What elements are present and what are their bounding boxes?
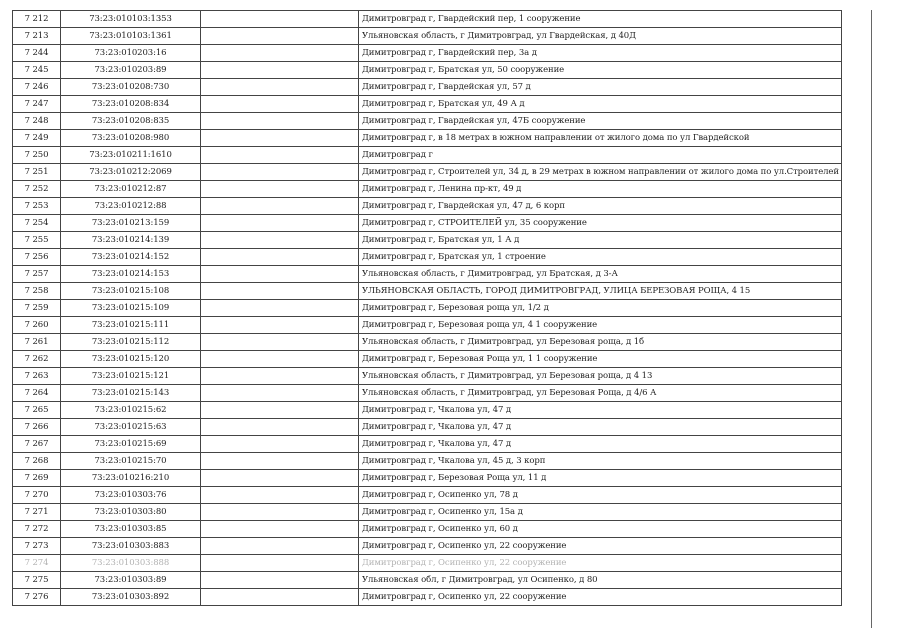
table-row <box>13 232 842 249</box>
row-number-cell: 7 257 <box>13 266 61 283</box>
row-number-cell: 7 258 <box>13 283 61 300</box>
empty-cell <box>201 113 359 130</box>
row-number-cell: 7 272 <box>13 521 61 538</box>
empty-cell <box>201 79 359 96</box>
address-cell: Димитровград г <box>359 147 842 164</box>
address-cell: Димитровград г, Березовая роща ул, 4 1 сооружение <box>359 317 842 334</box>
table-row <box>13 215 842 232</box>
empty-cell <box>201 198 359 215</box>
empty-cell <box>201 45 359 62</box>
row-number-cell: 7 252 <box>13 181 61 198</box>
row-number-cell: 7 250 <box>13 147 61 164</box>
row-number-cell: 7 268 <box>13 453 61 470</box>
empty-cell <box>201 334 359 351</box>
row-number-cell: 7 270 <box>13 487 61 504</box>
address-cell: Димитровград г, в 18 метрах в южном направлении от жилого дома по ул Гвардейской <box>359 130 842 147</box>
table-row <box>13 504 842 521</box>
table-row <box>13 62 842 79</box>
address-cell: Димитровград г, Гвардейская ул, 57 д <box>359 79 842 96</box>
address-cell: Ульяновская область, г Димитровград, ул Березовая роща, д 1б <box>359 334 842 351</box>
address-cell: Димитровград г, Осипенко ул, 22 сооружение <box>359 589 842 606</box>
row-number-cell: 7 271 <box>13 504 61 521</box>
empty-cell <box>201 351 359 368</box>
table-row <box>13 402 842 419</box>
cadastral-number-cell: 73:23:010211:1610 <box>61 147 201 164</box>
cadastral-number-cell: 73:23:010203:89 <box>61 62 201 79</box>
row-number-cell: 7 266 <box>13 419 61 436</box>
empty-cell <box>201 249 359 266</box>
table-row <box>13 181 842 198</box>
row-number-cell: 7 249 <box>13 130 61 147</box>
cadastral-number-cell: 73:23:010303:76 <box>61 487 201 504</box>
empty-cell <box>201 147 359 164</box>
table-row <box>13 198 842 215</box>
cadastral-number-cell: 73:23:010215:62 <box>61 402 201 419</box>
cadastral-number-cell: 73:23:010215:143 <box>61 385 201 402</box>
address-cell: Димитровград г, Братская ул, 1 строение <box>359 249 842 266</box>
cadastral-number-cell: 73:23:010303:883 <box>61 538 201 555</box>
empty-cell <box>201 470 359 487</box>
row-number-cell: 7 253 <box>13 198 61 215</box>
address-cell: УЛЬЯНОВСКАЯ ОБЛАСТЬ, ГОРОД ДИМИТРОВГРАД, УЛИЦА БЕРЕЗОВАЯ РОЩА, 4 15 <box>359 283 842 300</box>
cadastral-number-cell: 73:23:010214:139 <box>61 232 201 249</box>
row-number-cell: 7 259 <box>13 300 61 317</box>
cadastral-number-cell: 73:23:010215:108 <box>61 283 201 300</box>
row-number-cell: 7 260 <box>13 317 61 334</box>
row-number-cell: 7 269 <box>13 470 61 487</box>
empty-cell <box>201 317 359 334</box>
cadastral-number-cell: 73:23:010214:152 <box>61 249 201 266</box>
cadastral-number-cell: 73:23:010215:70 <box>61 453 201 470</box>
address-cell: Димитровград г, Братская ул, 49 А д <box>359 96 842 113</box>
empty-cell <box>201 28 359 45</box>
cadastral-number-cell: 73:23:010213:159 <box>61 215 201 232</box>
row-number-cell: 7 244 <box>13 45 61 62</box>
table-row <box>13 300 842 317</box>
address-cell: Димитровград г, Березовая Роща ул, 11 д <box>359 470 842 487</box>
table-row <box>13 487 842 504</box>
address-cell: Ульяновская обл, г Димитровград, ул Осипенко, д 80 <box>359 572 842 589</box>
empty-cell <box>201 538 359 555</box>
row-number-cell: 7 273 <box>13 538 61 555</box>
table-row <box>13 113 842 130</box>
address-cell: Димитровград г, Осипенко ул, 22 сооружение <box>359 538 842 555</box>
empty-cell <box>201 487 359 504</box>
row-number-cell: 7 213 <box>13 28 61 45</box>
row-number-cell: 7 256 <box>13 249 61 266</box>
table-row <box>13 470 842 487</box>
empty-cell <box>201 215 359 232</box>
table-row <box>13 555 842 572</box>
address-cell: Димитровград г, Осипенко ул, 60 д <box>359 521 842 538</box>
empty-cell <box>201 283 359 300</box>
cadastral-number-cell: 73:23:010212:87 <box>61 181 201 198</box>
table-row <box>13 283 842 300</box>
empty-cell <box>201 521 359 538</box>
address-cell: Димитровград г, Гвардейский пер, 3а д <box>359 45 842 62</box>
empty-cell <box>201 419 359 436</box>
cadastral-number-cell: 73:23:010303:892 <box>61 589 201 606</box>
table-row <box>13 147 842 164</box>
cadastral-number-cell: 73:23:010214:153 <box>61 266 201 283</box>
address-cell: Ульяновская область, г Димитровград, ул Березовая роща, д 4 13 <box>359 368 842 385</box>
cadastral-number-cell: 73:23:010103:1353 <box>61 11 201 28</box>
empty-cell <box>201 572 359 589</box>
cadastral-number-cell: 73:23:010212:2069 <box>61 164 201 181</box>
table-row <box>13 385 842 402</box>
empty-cell <box>201 385 359 402</box>
empty-cell <box>201 402 359 419</box>
table-row <box>13 266 842 283</box>
table-row <box>13 249 842 266</box>
cadastral-number-cell: 73:23:010208:730 <box>61 79 201 96</box>
table-row <box>13 368 842 385</box>
empty-cell <box>201 232 359 249</box>
empty-cell <box>201 453 359 470</box>
row-number-cell: 7 254 <box>13 215 61 232</box>
table-row <box>13 572 842 589</box>
cadastral-number-cell: 73:23:010215:111 <box>61 317 201 334</box>
row-number-cell: 7 255 <box>13 232 61 249</box>
empty-cell <box>201 181 359 198</box>
cadastral-number-cell: 73:23:010215:109 <box>61 300 201 317</box>
empty-cell <box>201 96 359 113</box>
address-cell: Димитровград г, Чкалова ул, 47 д <box>359 436 842 453</box>
empty-cell <box>201 300 359 317</box>
table-row <box>13 453 842 470</box>
row-number-cell: 7 212 <box>13 11 61 28</box>
page-right-border <box>871 10 872 628</box>
address-cell: Димитровград г, Березовая роща ул, 1/2 д <box>359 300 842 317</box>
address-cell: Димитровград г, Осипенко ул, 78 д <box>359 487 842 504</box>
row-number-cell: 7 263 <box>13 368 61 385</box>
address-cell: Димитровград г, Березовая Роща ул, 1 1 сооружение <box>359 351 842 368</box>
table-row <box>13 164 842 181</box>
table-row <box>13 11 842 28</box>
empty-cell <box>201 130 359 147</box>
address-cell: Димитровград г, Братская ул, 1 А д <box>359 232 842 249</box>
address-cell: Димитровград г, Осипенко ул, 22 сооружение <box>359 555 842 572</box>
address-cell: Димитровград г, Ленина пр-кт, 49 д <box>359 181 842 198</box>
cadastral-number-cell: 73:23:010212:88 <box>61 198 201 215</box>
row-number-cell: 7 248 <box>13 113 61 130</box>
address-cell: Ульяновская область, г Димитровград, ул Гвардейская, д 40Д <box>359 28 842 45</box>
cadastral-number-cell: 73:23:010215:112 <box>61 334 201 351</box>
address-cell: Димитровград г, Чкалова ул, 47 д <box>359 402 842 419</box>
empty-cell <box>201 589 359 606</box>
address-cell: Димитровград г, Строителей ул, 34 д, в 29 метрах в южном направлении от жилого дома по ул.Строителей <box>359 164 842 181</box>
empty-cell <box>201 555 359 572</box>
cadastral-number-cell: 73:23:010208:980 <box>61 130 201 147</box>
address-cell: Димитровград г, Гвардейская ул, 47Б сооружение <box>359 113 842 130</box>
empty-cell <box>201 436 359 453</box>
cadastral-number-cell: 73:23:010303:89 <box>61 572 201 589</box>
cadastral-number-cell: 73:23:010103:1361 <box>61 28 201 45</box>
address-cell: Ульяновская область, г Димитровград, ул Березовая Роща, д 4/6 А <box>359 385 842 402</box>
address-cell: Димитровград г, Чкалова ул, 45 д, 3 корп <box>359 453 842 470</box>
cadastral-number-cell: 73:23:010303:80 <box>61 504 201 521</box>
row-number-cell: 7 262 <box>13 351 61 368</box>
row-number-cell: 7 265 <box>13 402 61 419</box>
cadastral-number-cell: 73:23:010215:63 <box>61 419 201 436</box>
address-cell: Димитровград г, Гвардейский пер, 1 сооружение <box>359 11 842 28</box>
table-row <box>13 79 842 96</box>
cadastral-number-cell: 73:23:010215:120 <box>61 351 201 368</box>
cadastral-number-cell: 73:23:010303:888 <box>61 555 201 572</box>
empty-cell <box>201 62 359 79</box>
table-row <box>13 538 842 555</box>
row-number-cell: 7 247 <box>13 96 61 113</box>
row-number-cell: 7 246 <box>13 79 61 96</box>
address-cell: Димитровград г, Чкалова ул, 47 д <box>359 419 842 436</box>
row-number-cell: 7 267 <box>13 436 61 453</box>
table-row <box>13 419 842 436</box>
cadastral-number-cell: 73:23:010303:85 <box>61 521 201 538</box>
row-number-cell: 7 251 <box>13 164 61 181</box>
table-row <box>13 130 842 147</box>
row-number-cell: 7 245 <box>13 62 61 79</box>
row-number-cell: 7 276 <box>13 589 61 606</box>
cadastral-number-cell: 73:23:010216:210 <box>61 470 201 487</box>
address-cell: Димитровград г, Гвардейская ул, 47 д, 6 корп <box>359 198 842 215</box>
row-number-cell: 7 274 <box>13 555 61 572</box>
table-row <box>13 45 842 62</box>
row-number-cell: 7 264 <box>13 385 61 402</box>
cadastral-number-cell: 73:23:010215:69 <box>61 436 201 453</box>
empty-cell <box>201 368 359 385</box>
table-row <box>13 317 842 334</box>
table-row <box>13 96 842 113</box>
table-row <box>13 28 842 45</box>
table-row <box>13 589 842 606</box>
table-row <box>13 351 842 368</box>
empty-cell <box>201 164 359 181</box>
cadastral-number-cell: 73:23:010208:835 <box>61 113 201 130</box>
cadastral-number-cell: 73:23:010215:121 <box>61 368 201 385</box>
empty-cell <box>201 504 359 521</box>
address-cell: Димитровград г, Братская ул, 50 сооружение <box>359 62 842 79</box>
registry-table-body <box>13 11 842 606</box>
table-row <box>13 436 842 453</box>
address-cell: Димитровград г, Осипенко ул, 15а д <box>359 504 842 521</box>
row-number-cell: 7 275 <box>13 572 61 589</box>
empty-cell <box>201 11 359 28</box>
cadastral-number-cell: 73:23:010203:16 <box>61 45 201 62</box>
table-row <box>13 521 842 538</box>
table-row <box>13 334 842 351</box>
address-cell: Ульяновская область, г Димитровград, ул Братская, д 3-А <box>359 266 842 283</box>
cadastral-number-cell: 73:23:010208:834 <box>61 96 201 113</box>
empty-cell <box>201 266 359 283</box>
row-number-cell: 7 261 <box>13 334 61 351</box>
registry-table <box>12 10 842 606</box>
address-cell: Димитровград г, СТРОИТЕЛЕЙ ул, 35 сооружение <box>359 215 842 232</box>
